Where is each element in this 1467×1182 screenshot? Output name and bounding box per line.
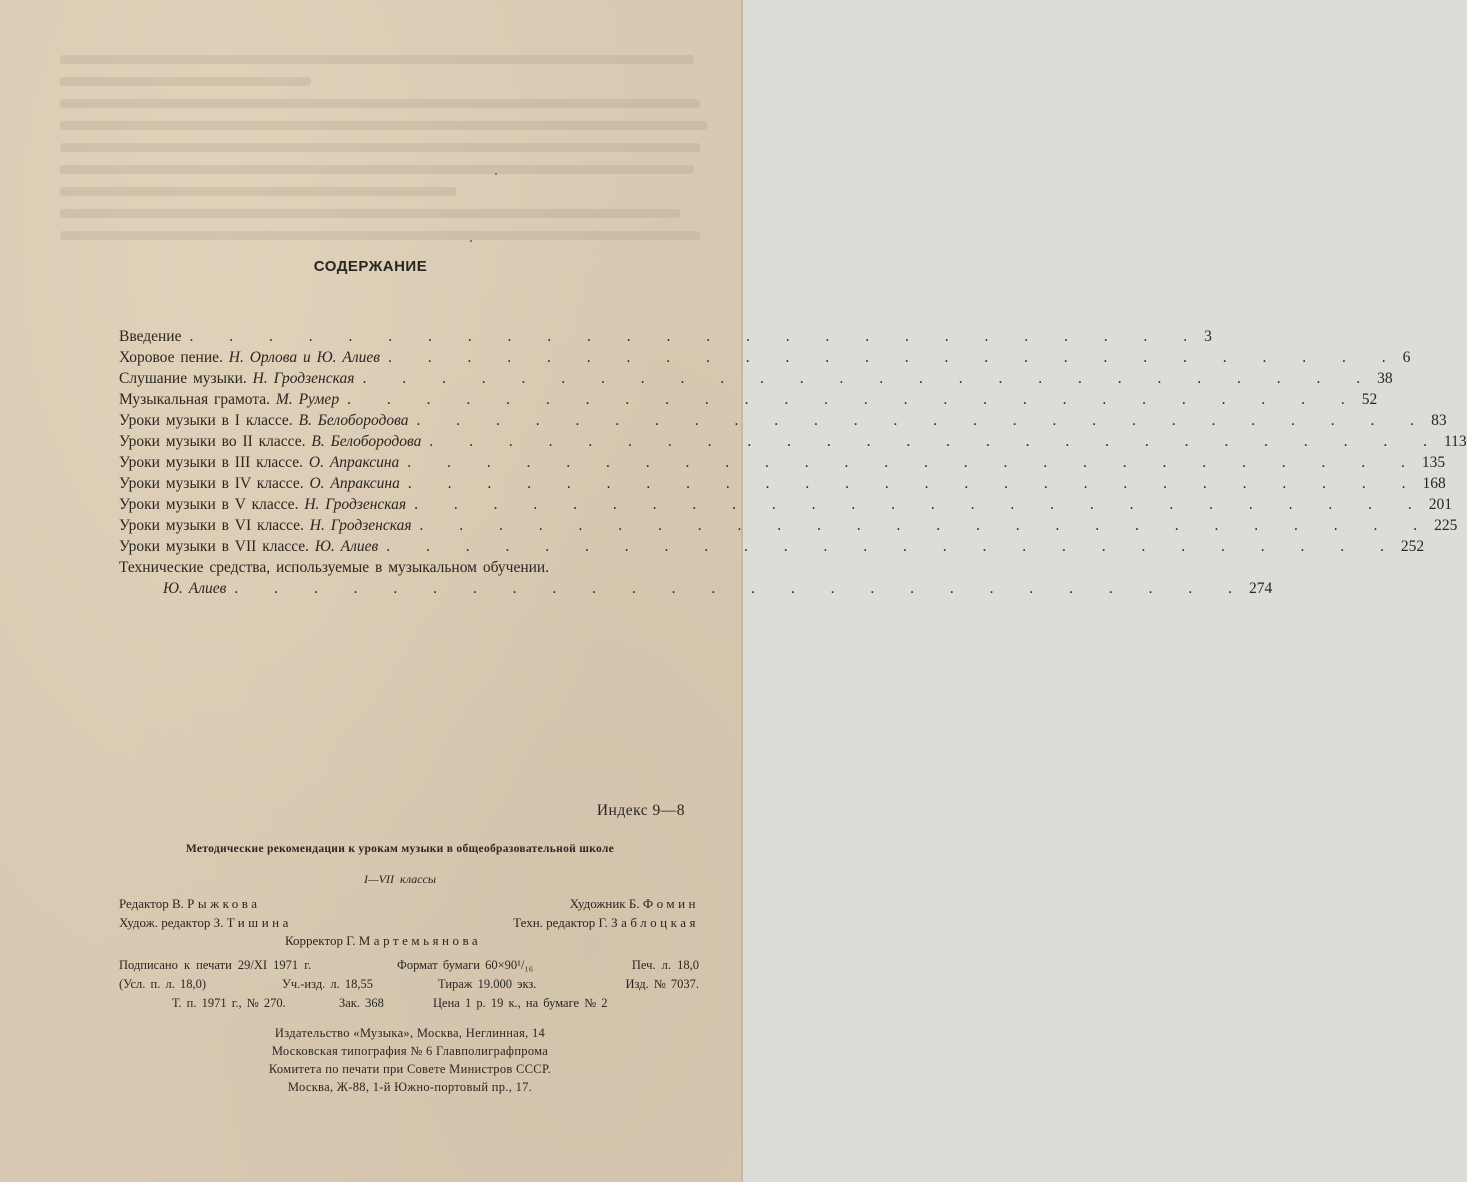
- toc-entry-author: Н. Орлова и Ю. Алиев: [228, 349, 380, 366]
- toc-entry[interactable]: [119, 536, 1425, 557]
- toc-entry[interactable]: [119, 326, 1212, 347]
- proofreader-credit: [285, 933, 481, 949]
- toc-entry-label: Уроки музыки в V классе.: [119, 496, 299, 513]
- dot-leader: . . . . . . . . . . . . . . . . . . . . . . . . . .: [407, 454, 1421, 471]
- toc-entry[interactable]: [119, 368, 1393, 389]
- toc-entry-author: Ю. Алиев: [163, 580, 227, 597]
- toc-entry[interactable]: [119, 410, 1447, 431]
- print-run: Тираж 19.000 экз.: [438, 977, 537, 991]
- toc-entry-page: 201: [1428, 496, 1452, 513]
- toc-entry-page: 274: [1248, 580, 1273, 597]
- toc-entry-label: Уроки музыки во II классе.: [119, 433, 306, 450]
- credit-name: Мартемьянова: [358, 933, 482, 948]
- toc-entry-author: Ю. Алиев: [314, 538, 379, 555]
- toc-entry-page: 113: [1443, 433, 1467, 450]
- credit-name: Фомин: [642, 896, 699, 911]
- tech-editor-credit: [513, 915, 699, 931]
- toc-entry-label: Уроки музыки в VII классе.: [119, 538, 310, 555]
- dot-leader: . . . . . . . . . . . . . . . . . . . . . . . . . .: [189, 328, 1204, 345]
- publisher-info: [160, 1024, 660, 1096]
- toc-entry-label: Уроки музыки в I классе.: [119, 412, 293, 429]
- credit-role: Художник Б.: [569, 896, 640, 911]
- dot-leader: . . . . . . . . . . . . . . . . . . . . . . . . . .: [386, 538, 1400, 555]
- publisher-line: Комитета по печати при Совете Министров СССР.: [268, 1062, 552, 1076]
- publisher-line: Издательство «Музыка», Москва, Неглинная, 14: [274, 1026, 546, 1040]
- toc-entry-label: Хоровое пение.: [119, 349, 223, 366]
- toc-entry-author: Н. Гродзенская: [309, 517, 412, 534]
- dot-leader: . . . . . . . . . . . . . . . . . . . . . . . . . .: [407, 475, 1422, 492]
- dot-leader: . . . . . . . . . . . . . . . . . . . . . . . . . .: [347, 391, 1361, 408]
- print-speck: [495, 173, 497, 175]
- book-title: Методические рекомендации к урокам музыки в общеобразовательной школе: [185, 843, 615, 855]
- toc-entry-label: Музыкальная грамота.: [119, 391, 271, 408]
- dot-leader: . . . . . . . . . . . . . . . . . . . . . . . . . .: [234, 580, 1248, 597]
- credit-name: Рыжкова: [187, 896, 261, 911]
- toc-entry-author: Н. Гродзенская: [304, 496, 407, 513]
- toc-entry[interactable]: [119, 389, 1378, 410]
- credit-role: Техн. редактор Г.: [513, 915, 608, 930]
- publication-number: Изд. № 7037.: [625, 977, 699, 991]
- dot-leader: . . . . . . . . . . . . . . . . . . . . . . . . . .: [429, 433, 1443, 450]
- conditional-sheets: (Усл. п. л. 18,0): [119, 977, 207, 991]
- toc-entry-page: 83: [1431, 412, 1447, 429]
- publisher-line: Московская типография № 6 Главполиграфпрома: [271, 1044, 549, 1058]
- toc-entry[interactable]: [119, 347, 1411, 368]
- toc-entry-author: М. Румер: [275, 391, 340, 408]
- print-speck: [470, 240, 472, 242]
- toc-entry[interactable]: [119, 431, 1467, 452]
- artist-credit: [570, 896, 699, 912]
- toc-entry-page: 225: [1434, 517, 1458, 534]
- credit-role: Корректор Г.: [285, 933, 356, 948]
- toc-entry-page: 168: [1422, 475, 1446, 492]
- editor-credit: [119, 896, 260, 912]
- dot-leader: . . . . . . . . . . . . . . . . . . . . . . . . . .: [414, 496, 1428, 513]
- toc-entry-label: Уроки музыки в VI классе.: [119, 517, 304, 534]
- table-of-contents: [119, 326, 1467, 599]
- credit-role: Редактор В.: [119, 896, 184, 911]
- toc-entry-page: 252: [1400, 538, 1425, 555]
- print-sheets: Печ. л. 18,0: [631, 958, 699, 972]
- credit-name: Тишина: [226, 915, 292, 930]
- publisher-sheets: Уч.-изд. л. 18,55: [282, 977, 374, 991]
- toc-entry-author: О. Апраксина: [308, 454, 400, 471]
- art-editor-credit: [119, 915, 292, 931]
- bleed-through-text: [60, 55, 720, 255]
- toc-entry-page: 6: [1402, 349, 1411, 366]
- book-subtitle: I—VII классы: [364, 872, 436, 886]
- dot-leader: . . . . . . . . . . . . . . . . . . . . . . . . . .: [416, 412, 1431, 429]
- toc-entry-last[interactable]: [119, 557, 718, 578]
- toc-entry[interactable]: [119, 515, 1458, 536]
- toc-entry-last-author-row[interactable]: [119, 578, 1273, 599]
- toc-entry-label: Слушание музыки.: [119, 370, 247, 387]
- toc-entry-author: В. Белобородова: [311, 433, 422, 450]
- index-code: Индекс 9—8: [596, 802, 685, 819]
- publisher-line: Москва, Ж-88, 1-й Южно-портовый пр., 17.: [287, 1080, 533, 1094]
- toc-entry-label: Введение: [119, 328, 182, 345]
- dot-leader: . . . . . . . . . . . . . . . . . . . . . . . . . .: [362, 370, 1377, 387]
- signed-date: Подписано к печати 29/XI 1971 г.: [119, 958, 312, 972]
- toc-entry-page: 135: [1421, 454, 1446, 471]
- toc-entry-author: О. Апраксина: [309, 475, 400, 492]
- toc-entry-label: Уроки музыки в III классе.: [119, 454, 304, 471]
- toc-entry-page: 38: [1377, 370, 1393, 387]
- toc-entry-page: 3: [1204, 328, 1212, 345]
- toc-entry-label: Уроки музыки в IV классе.: [119, 475, 304, 492]
- toc-entry-label: Технические средства, используемые в музыкальном обучении.: [119, 559, 550, 576]
- plan-number: Т. п. 1971 г., № 270.: [172, 996, 286, 1010]
- toc-title: СОДЕРЖАНИЕ: [313, 258, 428, 275]
- credit-name: Заблоцкая: [611, 915, 699, 930]
- order-number: Зак. 368: [339, 996, 384, 1010]
- toc-entry[interactable]: [119, 494, 1452, 515]
- toc-entry[interactable]: [119, 473, 1446, 494]
- credit-role: Худож. редактор З.: [119, 915, 224, 930]
- toc-entry-author: Н. Гродзенская: [252, 370, 355, 387]
- dot-leader: . . . . . . . . . . . . . . . . . . . . . . . . . .: [419, 517, 1434, 534]
- toc-entry-page: 52: [1361, 391, 1378, 408]
- toc-entry[interactable]: [119, 452, 1446, 473]
- dot-leader: . . . . . . . . . . . . . . . . . . . . . . . . . .: [387, 349, 1402, 366]
- paper-format: Формат бумаги 60×90¹/₁₆: [397, 958, 534, 972]
- price: Цена 1 р. 19 к., на бумаге № 2: [433, 996, 608, 1010]
- toc-entry-author: В. Белобородова: [298, 412, 409, 429]
